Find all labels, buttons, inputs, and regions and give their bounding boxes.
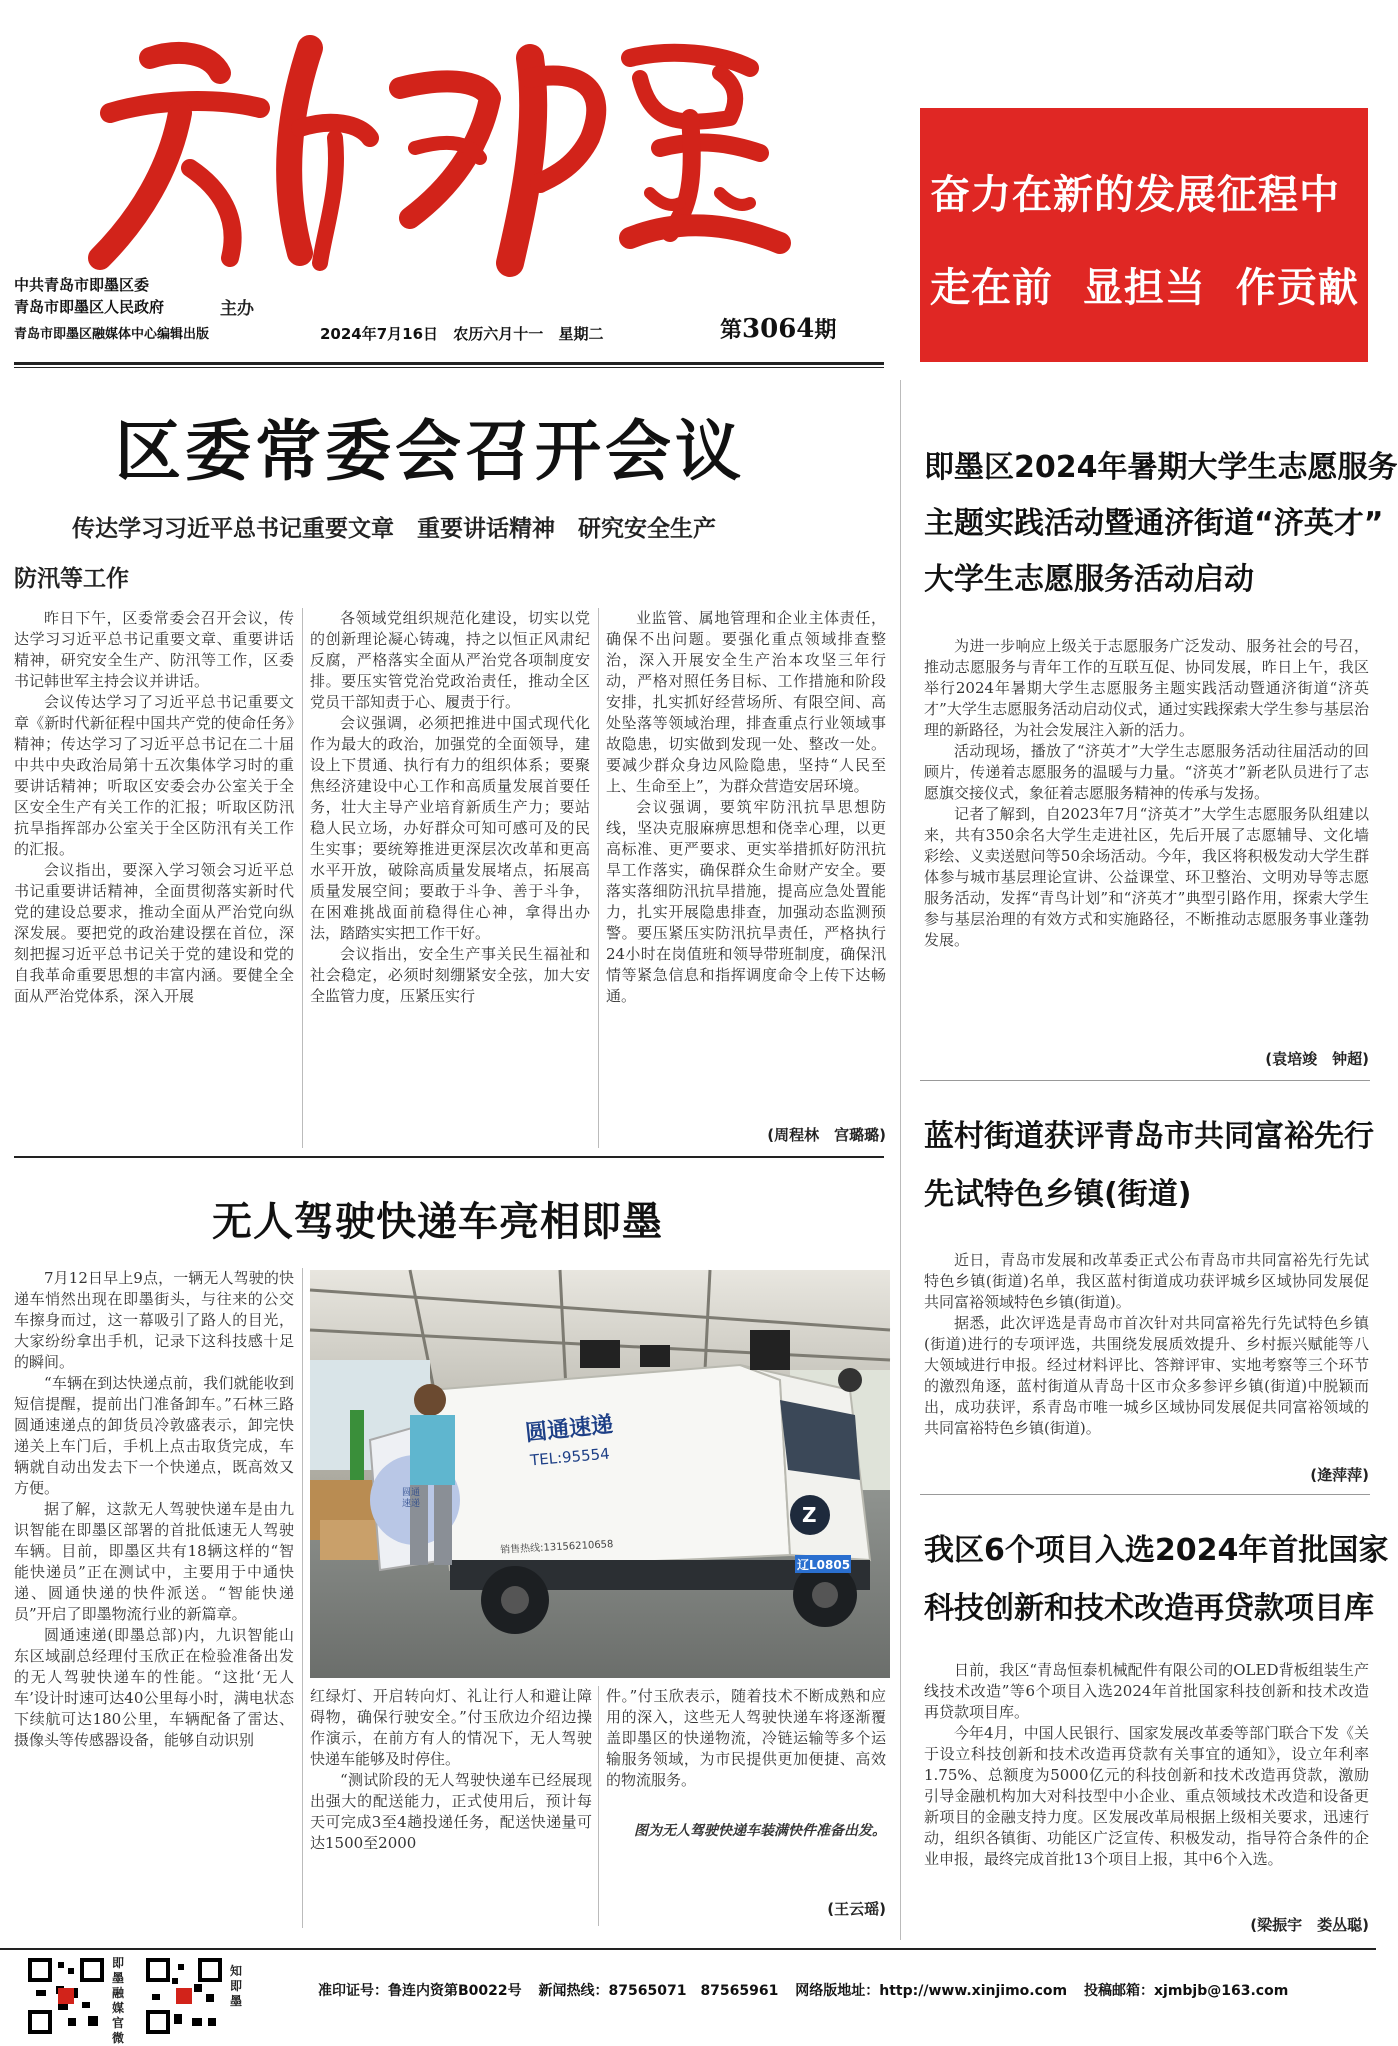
qr-code-icon: [28, 1958, 104, 2034]
tech-body: 日前，我区“青岛恒泰机械配件有限公司的OLED背板组装生产线技术改造”等6个项目入选2024年首批国家科技创新和技术改造再贷款项目库。 今年4月，中国人民银行、国家发展改革委等部门联合下发《关于设立科技创新和技术改造再贷款有关事宜的通知》，设立年利率1.75%、总额度为5000亿元的科技创新和技术改造再贷款，激励引导金融机构加大对科技型中小企业、重点领域技术改造和设备更新项目的金融支持力度。区发展改革局根据上级相关要求，迅速行动，组织各镇街、功能区广泛宣传、积极发动，指导符合条件的企业申报，最终完成首批13个项目上报，其中6个入选。: [924, 1661, 1369, 1868]
slogan-line-2: 走在前 显担当 作贡献: [930, 265, 1359, 311]
photo-logo: Z: [802, 1503, 817, 1527]
right-divider: [920, 1494, 1370, 1495]
col-divider: [302, 608, 303, 1148]
col-divider: [302, 1268, 303, 1928]
news-hotline: 87565071 87565961: [608, 1983, 779, 1999]
weekday: 星期二: [558, 325, 604, 343]
license-number: 鲁连内资第B0022号: [388, 1983, 522, 1999]
lead-col-1: 昨日下午，区委常委会召开会议，传达学习习近平总书记重要文章、重要讲话精神，研究安全生产、防汛等工作，区委书记韩世军主持会议并讲话。 会议传达学习了习近平总书记重要文章《新时代新征程中国共产党的使命任务》精神；传达学习了习近平总书记在二十届中共中央政治局第十五次集体学习时的重要讲话精神；听取区安委会办公室关于全区安全生产有关工作的汇报；听取区防汛抗旱指挥部办公室关于全区防汛有关工作的汇报。 会议指出，要深入学习领会习近平总书记重要讲话精神，全面贯彻落实新时代党的建设总要求，推动全面从严治党向纵深发展。要把党的政治建设摆在首位，深刻把握习近平总书记关于党的建设和党的自我革命重要思想的丰富内涵。要健全全面从严治党体系，深入开展: [14, 609, 294, 1005]
lancun-byline: (逄萍萍): [1310, 1466, 1369, 1484]
footer-rule: [0, 1948, 1376, 1950]
issue-number: 第3064期: [720, 314, 837, 344]
footer-info: 准印证号：鲁连内资第B0022号 新闻热线：87565071 87565961 网络版地址：http://www.xinjimo.com 投稿邮箱：xjmbjb@163.com: [318, 1983, 1289, 1999]
sponsor-role: 主办: [220, 299, 254, 319]
masthead-logo: [70, 18, 790, 268]
lead-col-3: 业监管、属地管理和企业主体责任，确保不出问题。要强化重点领域排查整治，深入开展安全生产治本攻坚三年行动，严格对照任务目标、工作措施和阶段安排，扎实抓好经营场所、有限空间、高处坠落等领域治理，排查重点行业领域事故隐患，切实做到发现一处、整改一处。要减少群众身边风险隐患，坚持“人民至上、生命至上”，为群众营造安居环境。 会议强调，要筑牢防汛抗旱思想防线，坚决克服麻痹思想和侥幸心理，以更高标准、更严要求、更实举措抓好防汛抗旱工作落实，确保群众生命财产安全。要落实落细防汛抗旱措施，提高应急处置能力，扎实开展隐患排查，加强动态监测预警。要压紧压实防汛抗旱责任，严格执行24小时在岗值班和领导带班制度，确保汛情等紧急信息和指挥调度命令上传下达畅通。: [606, 609, 886, 1005]
masthead-rule: [14, 362, 884, 365]
photo-poster-text: 圆通速递: [402, 1488, 421, 1509]
right-divider: [920, 1080, 1370, 1081]
delivery-photo: [310, 1270, 890, 1678]
delivery-col-2: 红绿灯、开启转向灯、礼让行人和避让障碍物，确保行驶安全。”付玉欣边介绍边操作演示，在前方有人的情况下，无人驾驶快递车能够及时停住。 “测试阶段的无人驾驶快递车已经展现出强大的配送能力，正式使用后，预计每天可完成3至4趟投递任务，配送快递量可达1500至2000: [310, 1687, 592, 1852]
qr-code-1: [28, 1958, 104, 2034]
delivery-vehicle-photo-icon: [310, 1270, 890, 1678]
volunteer-body: 为进一步响应上级关于志愿服务广泛发动、服务社会的号召，推动志愿服务与青年工作的互联互促、协同发展，昨日上午，我区举行2024年暑期大学生志愿服务主题实践活动暨通济街道“济英才”大学生志愿服务活动启动仪式，通过实践探索大学生参与基层治理的新路径，为社会发展注入新的活力。 活动现场，播放了“济英才”大学生志愿服务活动往届活动的回顾片，传递着志愿服务的温暖与力量。“济英才”新老队员进行了志愿旗交接仪式，象征着志愿服务精神的传承与发扬。 记者了解到，自2023年7月“济英才”大学生志愿服务队组建以来，共有350余名大学生走进社区，先后开展了志愿辅导、文化墙彩绘、义卖送慰问等50余场活动。今年，我区将积极发动大学生群体参与城市基层理论宣讲、公益课堂、环卫整治、文明劝导等志愿服务活动，发挥“青鸟计划”和“济英才”典型引路作用，探索大学生参与基层治理的有效方式和实施路径，不断推动志愿服务事业蓬勃发展。: [924, 637, 1369, 949]
date-line: [320, 323, 604, 344]
delivery-byline: (王云瑶): [827, 1900, 886, 1918]
lead-col-2: 各领域党组织规范化建设，切实以党的创新理论凝心铸魂，持之以恒正风肃纪反腐，严格落实全面从严治党各项制度安排。要压实管党治党政治责任，推动全区党员干部知责于心、履责于行。 会议强调，必须把推进中国式现代化作为最大的政治，加强党的全面领导，建设上下贯通、执行有力的组织体系；要聚焦经济建设中心工作和高质量发展首要任务，壮大主导产业培育新质生产力；要站稳人民立场，办好群众可知可感可及的民生实事；要统筹推进更深层次改革和更高水平开放，破除高质量发展堵点，拓展高质量发展空间；要敢于斗争、善于斗争，在困难挑战面前稳得住心神，拿得出办法，踏踏实实把工作干好。 会议指出，安全生产事关民生福祉和社会稳定，必须时刻绷紧安全弦，加大安全监管力度，压紧压实行: [310, 609, 590, 1005]
lunar-date: 农历六月十一: [453, 325, 544, 343]
calligraphy-logo-icon: [70, 18, 790, 268]
website-link[interactable]: http://www.xinjimo.com: [879, 1983, 1068, 1999]
lead-subtitle-2: 防汛等工作: [14, 565, 129, 592]
delivery-left-col: 7月12日早上9点，一辆无人驾驶的快递车悄然出现在即墨街头，与往来的公交车擦身而过，这一幕吸引了路人的目光，大家纷纷拿出手机，记录下这科技感十足的瞬间。 “车辆在到达快递点前，我们就能收到短信提醒，提前出门准备卸车。”石林三路圆通速递点的卸货员冷敦盛表示，卸完快递关上车门后，手机上点击取货完成，车辆就自动出发去下一个快递点，既高效又方便。 据了解，这款无人驾驶快递车是由九识智能在即墨区部署的首批低速无人驾驶车辆。目前，即墨区共有18辆这样的“智能快递员”正在测试中，主要用于中通快递、圆通快递的快件派送。“智能快递员”开启了即墨物流行业的新篇章。 圆通速递(即墨总部)内，九识智能山东区域副总经理付玉欣正在检验准备出发的无人驾驶快递车的性能。“这批‘无人车’设计时速可达40公里每小时，满电状态下续航可达180公里，车辆配备了雷达、摄像头等传感器设备，能够自动识别: [14, 1269, 294, 1749]
lancun-body: 近日，青岛市发展和改革委正式公布青岛市共同富裕先行先试特色乡镇(街道)名单，我区蓝村街道成功获评城乡区域协同发展促共同富裕领域特色乡镇(街道)。 据悉，此次评选是青岛市首次针对共同富裕先行先试特色乡镇(街道)进行的专项评选，共围绕发展质效提升、乡村振兴赋能等八大领域进行申报。经过材料评比、答辩评审、实地考察等三个环节的激烈角逐，蓝村街道从青岛十区市众多参评乡镇(街道)中脱颖而出，成功获评，系青岛市唯一城乡区域协同发展促共同富裕领域的共同富裕特色乡镇(街道)。: [924, 1251, 1369, 1437]
footer: [0, 1952, 1376, 2045]
lead-byline: (周程林 宫璐璐): [767, 1126, 886, 1144]
tech-title: 我区6个项目入选2024年首批国家 科技创新和技术改造再贷款项目库: [924, 1533, 1389, 1626]
photo-brand: 圆通速递: [524, 1412, 615, 1447]
qr-code-2: [146, 1958, 222, 2034]
volunteer-title: 即墨区2024年暑期大学生志愿服务 主题实践活动暨通济街道“济英才” 大学生志愿服务活动启动: [924, 450, 1398, 597]
sponsor-block: [14, 274, 314, 346]
editor-line: 青岛市即墨区融媒体中心编辑出版: [14, 327, 210, 342]
lancun-title: 蓝村街道获评青岛市共同富裕先行 先试特色乡镇(街道): [924, 1119, 1374, 1212]
col-divider: [598, 608, 599, 1148]
qr-label-1: 即墨融媒官微: [112, 1956, 125, 2045]
tech-byline: (梁振宇 娄丛聪): [1250, 1916, 1369, 1934]
photo-tel: TEL:95554: [529, 1444, 611, 1470]
date: 2024年7月16日: [320, 325, 439, 343]
delivery-col-3: 件。”付玉欣表示，随着技术不断成熟和应用的深入，这些无人驾驶快递车将逐渐覆盖即墨区的快递物流，冷链运输等多个运输服务领域，为市民提供更加便捷、高效的物流服务。: [606, 1687, 886, 1789]
sponsor-1: 中共青岛市即墨区委: [14, 276, 150, 294]
masthead-rule-thin: [14, 367, 884, 368]
slogan-banner: [920, 108, 1368, 362]
qr-label-2: 知即墨: [230, 1964, 243, 2008]
masthead: [0, 0, 1376, 380]
delivery-title: 无人驾驶快递车亮相即墨: [212, 1199, 663, 1245]
col-divider: [598, 1686, 599, 1926]
volunteer-byline: (袁培竣 钟超): [1265, 1050, 1369, 1068]
sponsor-2: 青岛市即墨区人民政府: [14, 298, 165, 316]
photo-hotline: 销售热线:13156210658: [499, 1539, 614, 1556]
section-rule: [14, 1156, 884, 1158]
email-link[interactable]: xjmbjb@163.com: [1153, 1983, 1289, 1999]
lead-title: 区委常委会召开会议: [115, 413, 745, 490]
right-col-divider: [900, 380, 901, 1940]
qr-code-icon: [146, 1958, 222, 2034]
slogan-line-1: 奋力在新的发展征程中: [930, 172, 1340, 218]
lead-subtitle: 传达学习习近平总书记重要文章 重要讲话精神 研究安全生产: [72, 515, 716, 542]
photo-plate: 辽L0805: [797, 1558, 851, 1572]
photo-caption: 图为无人驾驶快递车装满快件准备出发。: [634, 1823, 886, 1839]
